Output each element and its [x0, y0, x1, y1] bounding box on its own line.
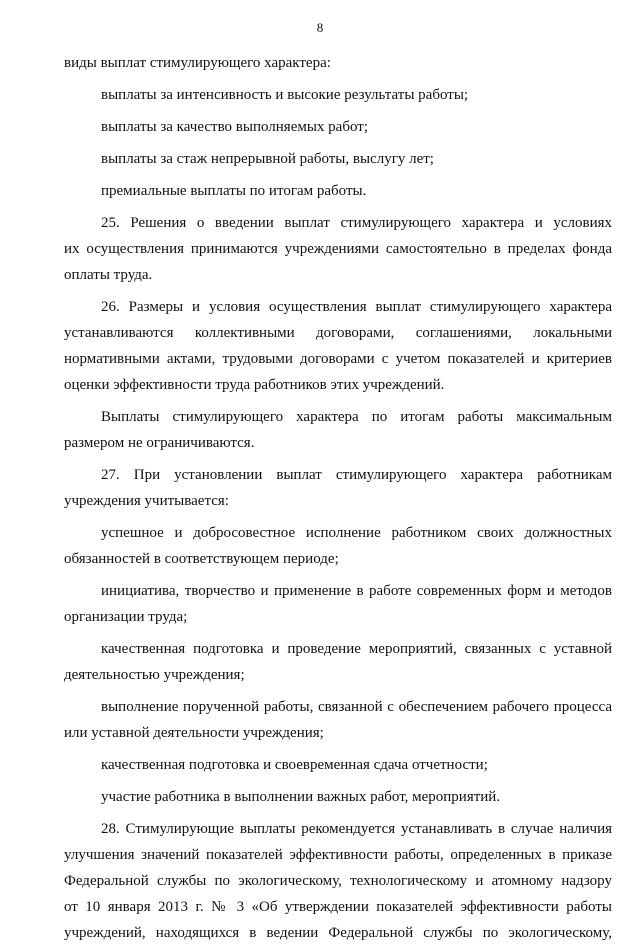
text-line: успешное и добросовестное исполнение работником своих должностных — [101, 525, 612, 541]
text-line: обязанностей в соответствующем периоде; — [64, 551, 339, 567]
text-line: Выплаты стимулирующего характера по итогам работы максимальным — [101, 409, 612, 425]
text-line: выплаты за стаж непрерывной работы, выслугу лет; — [101, 151, 434, 167]
text-line: инициатива, творчество и применение в работе современных форм и методов — [101, 583, 612, 599]
text-line: выплаты за качество выполняемых работ; — [101, 119, 368, 135]
text-line: выполнение порученной работы, связанной с обеспечением рабочего процесса — [101, 699, 612, 715]
text-line: организации труда; — [64, 609, 188, 625]
text-line: 28. Стимулирующие выплаты рекомендуется устанавливать в случае наличия — [101, 821, 612, 837]
text-line: или уставной деятельности учреждения; — [64, 725, 324, 741]
text-line: оценки эффективности труда работников этих учреждений. — [64, 377, 445, 393]
text-line: качественная подготовка и проведение мероприятий, связанных с уставной — [101, 641, 612, 657]
page-number: 8 — [316, 20, 324, 35]
text-line: размером не ограничиваются. — [64, 435, 255, 451]
text-line: 25. Решения о введении выплат стимулирующего характера и условиях — [101, 215, 612, 231]
text-line: виды выплат стимулирующего характера: — [64, 55, 331, 71]
text-line: 27. При установлении выплат стимулирующего характера работникам — [101, 467, 612, 483]
text-line: устанавливаются коллективными договорами, соглашениями, локальными — [64, 325, 612, 341]
document-body — [64, 50, 612, 946]
text-line: качественная подготовка и своевременная сдача отчетности; — [101, 757, 488, 773]
text-line: участие работника в выполнении важных работ, мероприятий. — [101, 789, 501, 805]
text-line: 26. Размеры и условия осуществления выплат стимулирующего характера — [101, 299, 612, 315]
text-line: Федеральной службы по экологическому, технологическому и атомному надзору — [64, 873, 612, 889]
text-line: учреждения учитывается: — [64, 493, 229, 509]
text-line: деятельностью учреждения; — [64, 667, 245, 683]
text-line: выплаты за интенсивность и высокие результаты работы; — [101, 87, 469, 103]
text-line: оплаты труда. — [64, 267, 153, 283]
text-line: нормативными актами, трудовыми договорами с учетом показателей и критериев — [64, 351, 612, 367]
text-line: учреждений, находящихся в ведении Федеральной службы по экологическому, — [64, 925, 612, 941]
text-line: улучшения значений показателей эффективности работы, определенных в приказе — [64, 847, 612, 863]
text-line: от 10 января 2013 г. № 3 «Об утверждении показателей эффективности работы — [64, 899, 612, 915]
text-line: премиальные выплаты по итогам работы. — [101, 183, 367, 199]
text-line: их осуществления принимаются учреждениями самостоятельно в пределах фонда — [64, 241, 612, 257]
